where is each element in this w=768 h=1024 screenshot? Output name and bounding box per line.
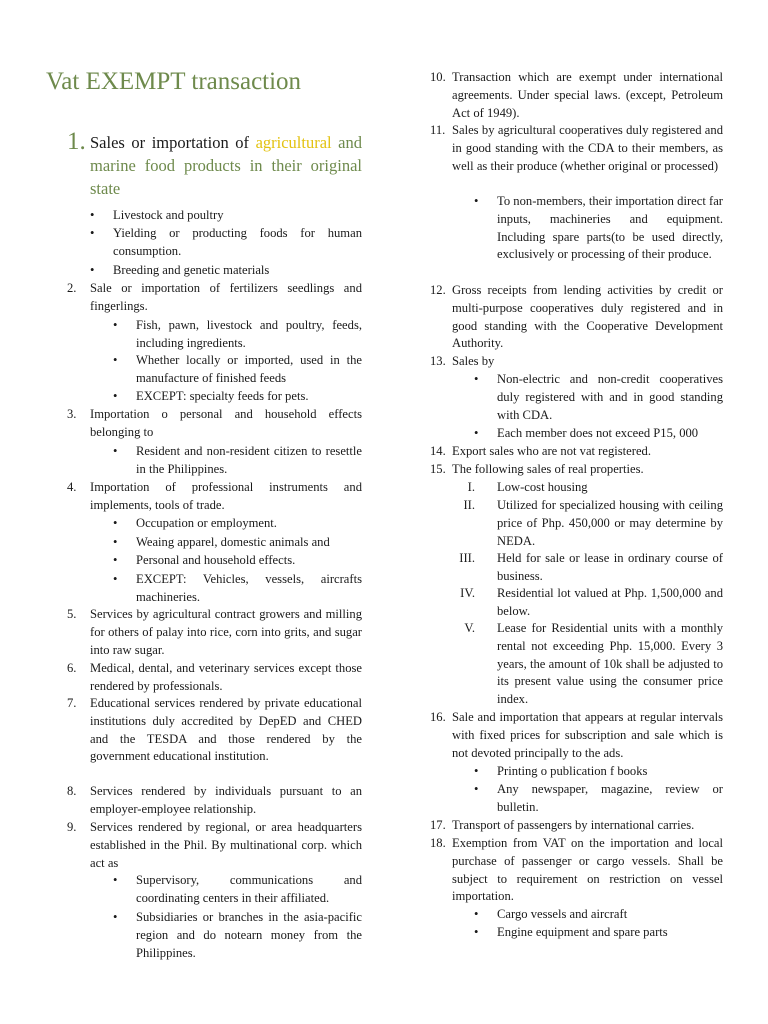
- item-number: 4.: [67, 480, 77, 494]
- bullet: • EXCEPT: specialty feeds for pets.: [136, 388, 362, 406]
- roman-numeral: IV.: [460, 586, 475, 600]
- item-text: Services by agricultural contract growers and milling for others of palay into rice, corn into grits, and sugar into raw sugar.: [90, 607, 362, 657]
- bullet: • Breeding and genetic materials: [113, 262, 362, 280]
- item-number: 5.: [67, 607, 77, 621]
- bullet: • Whether locally or imported, used in the manufacture of finished feeds: [136, 352, 362, 388]
- item-text: Services rendered by individuals pursuant to an employer-employee relationship.: [90, 784, 362, 816]
- item-number: 6.: [67, 661, 77, 675]
- item-number: 11.: [430, 123, 446, 137]
- bullet: • Fish, pawn, livestock and poultry, feeds, including ingredients.: [136, 317, 362, 353]
- item-text: Importation of professional instruments and implements, tools of trade.: [90, 480, 362, 512]
- item-number: 9.: [67, 820, 77, 834]
- item-number: 14.: [430, 444, 446, 458]
- bullet: • Livestock and poultry: [113, 207, 362, 225]
- item-text: Sales by agricultural cooperatives duly registered and in good standing with the CDA to their members, as well as their produce (whether original or processed): [452, 123, 723, 173]
- bullet: • Any newspaper, magazine, review or bulletin.: [497, 781, 723, 817]
- item-text: Educational services rendered by private educational institutions duly accredited by DepED and CHED and the TESDA and those rendered by the government educational institution.: [90, 696, 362, 764]
- item-number: 15.: [430, 462, 446, 476]
- bullet: • Printing o publication f books: [497, 763, 723, 781]
- item-number: 13.: [430, 354, 446, 368]
- roman-item-text: Held for sale or lease in ordinary course of business.: [497, 551, 723, 583]
- item-text: Gross receipts from lending activities by credit or multi-purpose cooperatives duly registered and in good standing with the Cooperative Development Authority.: [452, 283, 723, 351]
- item-1-lead: Sales or importation of: [90, 133, 256, 152]
- item-number: 16.: [430, 710, 446, 724]
- roman-item-text: Residential lot valued at Php. 1,500,000 and below.: [497, 586, 723, 618]
- item-number: 2.: [67, 281, 77, 295]
- bullet: • Yielding or producting foods for human consumption.: [113, 225, 362, 261]
- bullet: • Supervisory, communications and coordinating centers in their affiliated.: [136, 872, 362, 908]
- item-text: Transport of passengers by international carries.: [452, 818, 695, 832]
- bullet: • Weaing apparel, domestic animals and: [136, 534, 362, 552]
- page-title: Vat EXEMPT transaction: [46, 68, 302, 95]
- bullet: • EXCEPT: Vehicles, vessels, aircrafts machineries.: [136, 571, 362, 607]
- bullet: • Occupation or employment.: [136, 515, 362, 533]
- bullet: • Each member does not exceed P15, 000: [497, 425, 723, 443]
- item-number: 12.: [430, 283, 446, 297]
- item-number: 3.: [67, 407, 77, 421]
- roman-numeral: V.: [464, 621, 475, 635]
- item-1-highlight: agricultural: [255, 133, 332, 152]
- bullet: • Non-electric and non-credit cooperatives duly registered with and in good standing with CDA.: [497, 371, 723, 424]
- item-text: Sale and importation that appears at regular intervals with fixed prices for subscription and sale which is not devoted principally to the ads.: [452, 710, 723, 760]
- item-text: Export sales who are not vat registered.: [452, 444, 651, 458]
- roman-numeral: III.: [459, 551, 475, 565]
- item-number: 8.: [67, 784, 77, 798]
- bullet: • Engine equipment and spare parts: [497, 924, 723, 942]
- roman-item-text: Lease for Residential units with a monthly rental not exceeding Php. 15,000. Every 3 years, the amount of 10k shall be adjusted to its present value using the consumer price index.: [497, 621, 723, 707]
- item-text: Transaction which are exempt under international agreements. Under special laws. (except, Petroleum Act of 1949).: [452, 70, 723, 120]
- item-text: Sales by: [452, 354, 495, 368]
- item-text: Importation o personal and household effects belonging to: [90, 407, 362, 439]
- bullet: • To non-members, their importation direct far inputs, machineries and equipment. Including spare parts(to be used directly, exclusively or processing of their produce.: [497, 193, 723, 264]
- item-text: Exemption from VAT on the importation and local purchase of passenger or cargo vessels. Shall be subject to requirement on restriction on vessel importation.: [452, 836, 723, 904]
- item-number: 17.: [430, 818, 446, 832]
- item-1-heading: [90, 131, 362, 200]
- item-text: Sale or importation of fertilizers seedlings and fingerlings.: [90, 281, 362, 313]
- item-text: Medical, dental, and veterinary services except those rendered by professionals.: [90, 661, 362, 693]
- bullet: • Cargo vessels and aircraft: [497, 906, 723, 924]
- item-number: 7.: [67, 696, 77, 710]
- item-number: 10.: [430, 70, 446, 84]
- item-1-rest: and marine food products in their original state: [90, 133, 362, 198]
- roman-item-text: Utilized for specialized housing with ceiling price of Php. 450,000 or may determine by NEDA.: [497, 498, 723, 548]
- roman-numeral: I.: [467, 480, 475, 494]
- item-number: 18.: [430, 836, 446, 850]
- roman-item-text: Low-cost housing: [497, 480, 588, 494]
- bullet: • Personal and household effects.: [136, 552, 362, 570]
- item-text: The following sales of real properties.: [452, 462, 644, 476]
- item-text: Services rendered by regional, or area headquarters established in the Phil. By multinational corp. which act as: [90, 820, 362, 870]
- item-1-number: 1.: [67, 128, 86, 155]
- bullet: • Resident and non-resident citizen to resettle in the Philippines.: [136, 443, 362, 479]
- roman-numeral: II.: [463, 498, 475, 512]
- bullet: • Subsidiaries or branches in the asia-pacific region and do notearn money from the Philippines.: [136, 909, 362, 962]
